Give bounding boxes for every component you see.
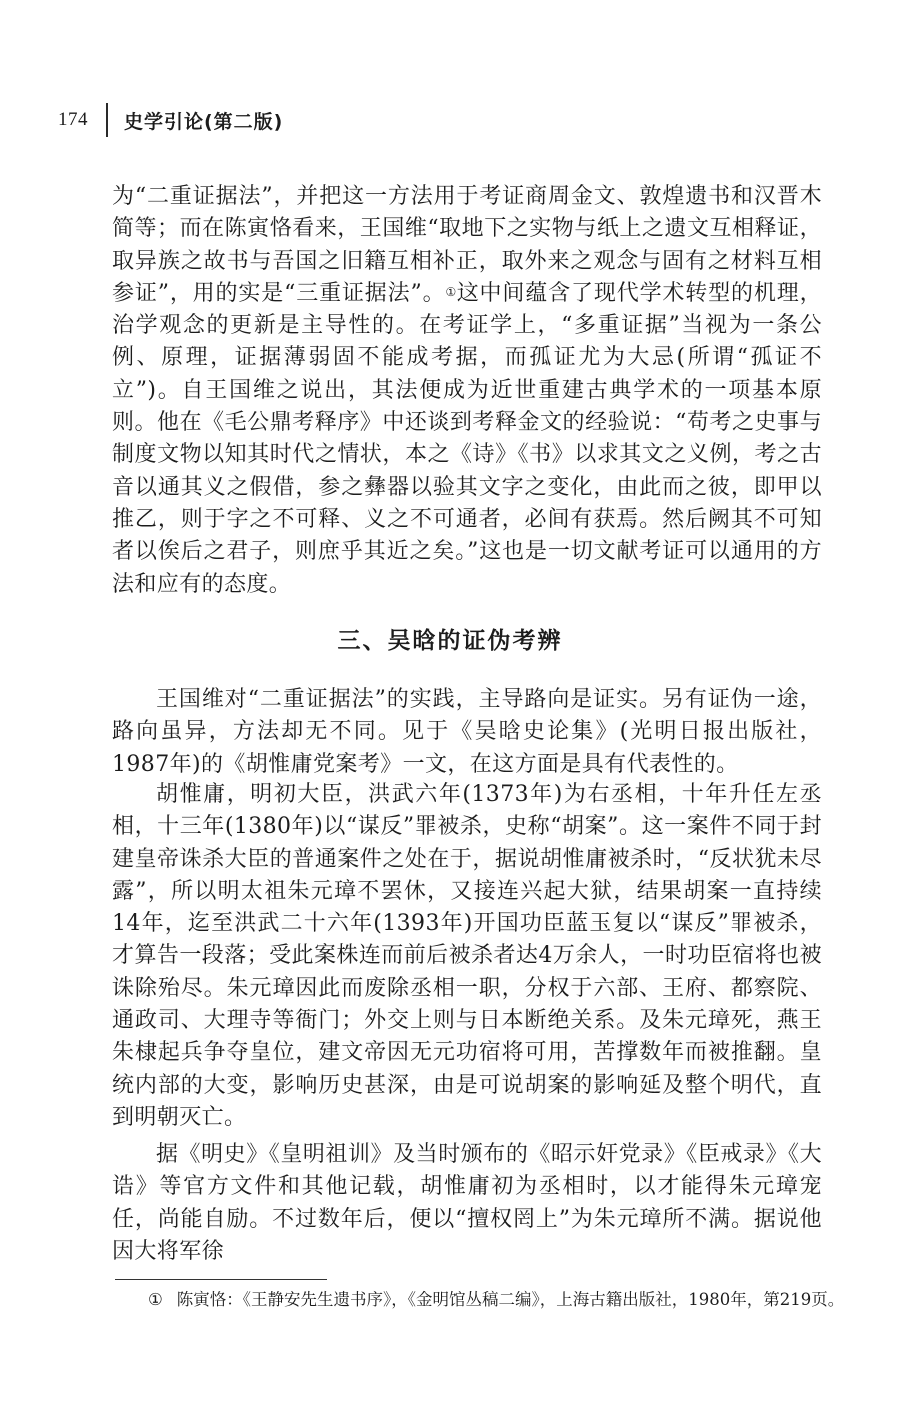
running-title: 史学引论(第二版) (124, 110, 284, 133)
paragraph-text: 这中间蕴含了现代学术转型的机理，治学观念的更新是主导性的。在考证学上，“多重证据”当视为一条公例、原理，证据薄弱固不能成考据，而孤证尤为大忌(所谓“孤证不立”)。自王国维之说出，其法便成为近世重建古典学术的一项基本原则。他在《毛公鼎考释序》中还谈到考释金文的经验说：“苟考之史事与制度文物以知其时代之情状，本之《诗》《书》以求其文之义例，考之古音以通其义之假借，参之彝器以验其文字之变化，由此而之彼，即甲以推乙，则于字之不可释、义之不可通者，必间有获焉。然后阙其不可知者以俟后之君子，则庶乎其近之矣。”这也是一切文献考证可以通用的方法和应有的态度。 (112, 280, 822, 597)
paragraph-text: 王国维对“二重证据法”的实践，主导路向是证实。另有证伪一途，路向虽异，方法却无不同。见于《吴晗史论集》(光明日报出版社，1987年)的《胡惟庸党案考》一文，在这方面是具有代表性的。 (112, 687, 822, 777)
paragraph-continued (112, 181, 822, 601)
running-header (58, 100, 283, 140)
footnote-text: 陈寅恪：《王静安先生遗书序》，《金明馆丛稿二编》，上海古籍出版社，1980年，第219页。 (176, 1290, 845, 1309)
paragraph-text: 据《明史》《皇明祖训》及当时颁布的《昭示奸党录》《臣戒录》《大诰》等官方文件和其他记载，胡惟庸初为丞相时，以才能得朱元璋宠任，尚能自励。不过数年后，便以“擅权罔上”为朱元璋所不满。据说他因大将军徐 (112, 1142, 822, 1264)
footnote-mark: ① (148, 1290, 163, 1309)
paragraph-text: 胡惟庸，明初大臣，洪武六年(1373年)为右丞相，十年升任左丞相，十三年(1380年)以“谋反”罪被杀，史称“胡案”。这一案件不同于封建皇帝诛杀大臣的普通案件之处在于，据说胡惟庸被杀时，“反状犹未尽露”，所以明太祖朱元璋不罢休，又接连兴起大狱，结果胡案一直持续14年，迄至洪武二十六年(1393年)开国功臣蓝玉复以“谋反”罪被杀，才算告一段落；受此案株连而前后被杀者达4万余人，一时功臣宿将也被诛除殆尽。朱元璋因此而废除丞相一职，分权于六部、王府、都察院、通政司、大理寺等衙门；外交上则与日本断绝关系。及朱元璋死，燕王朱棣起兵争夺皇位，建文帝因无元功宿将可用，苦撑数年而被推翻。皇统内部的大变，影响历史甚深，由是可说胡案的影响延及整个明代，直到明朝灭亡。 (112, 782, 822, 1130)
footnote (148, 1287, 848, 1313)
header-divider (106, 103, 108, 137)
paragraph-text: 为“二重证据法”，并把这一方法用于考证商周金文、敦煌遗书和汉晋木简等；而在陈寅恪看来，王国维“取地下之实物与纸上之遗文互相释证，取异族之故书与吾国之旧籍互相补正，取外来之观念与固有之材料互相参证”，用的实是“三重证据法”。 (112, 184, 822, 306)
section-heading: 三、吴晗的证伪考辨 (337, 628, 563, 654)
page-number: 174 (58, 109, 88, 130)
footnote-reference: ① (445, 284, 457, 299)
paragraph (112, 1139, 822, 1268)
paragraph (112, 779, 822, 1134)
footnote-divider (115, 1279, 327, 1280)
paragraph (112, 684, 822, 781)
